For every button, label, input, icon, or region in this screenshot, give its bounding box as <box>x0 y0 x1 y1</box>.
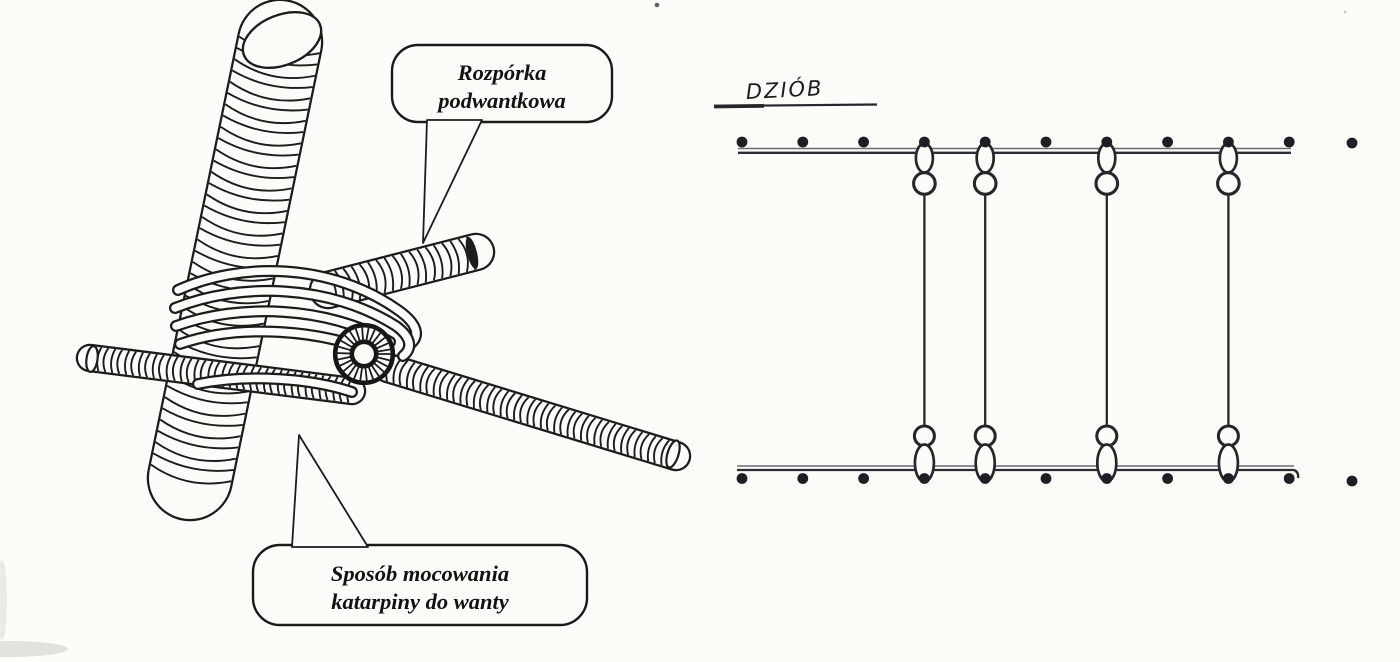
lanyard-bottom-ring <box>975 426 995 446</box>
lanyard-top-loop <box>916 144 933 173</box>
rail-hole <box>980 473 991 484</box>
callout-spreader <box>392 45 612 243</box>
rail-hole <box>1162 473 1173 484</box>
lanyard-top-ring <box>1218 173 1240 195</box>
callout-spreader-line1: Rozpórka <box>457 60 547 85</box>
lanyard-top-ring <box>1096 173 1118 195</box>
rail-hole <box>1347 476 1358 487</box>
callout-lashing-line1: Sposób mocowania <box>330 561 510 586</box>
scan-smudge <box>0 641 68 657</box>
deck-plan-lines <box>714 105 1357 487</box>
rail-hole <box>1041 137 1052 148</box>
rail-hole <box>919 137 930 148</box>
deck-label: DZIÓB <box>745 75 825 105</box>
rope-eye-coil <box>362 325 363 342</box>
spreader <box>327 237 476 306</box>
rail-hole <box>1162 137 1173 148</box>
lanyard-bottom-ring <box>1218 426 1238 446</box>
rail-hole <box>1284 473 1295 484</box>
callout-spreader-tail <box>423 120 482 243</box>
lanyard <box>974 144 996 482</box>
lanyard <box>1218 144 1240 482</box>
shroud-right-body <box>388 368 676 456</box>
scan-speck <box>1344 11 1347 14</box>
callout-lashing-tail <box>292 435 368 547</box>
scan-edge-shadow <box>0 560 7 640</box>
rail-hole <box>1101 137 1112 148</box>
rail-hole <box>858 473 869 484</box>
rail-hole <box>797 137 808 148</box>
rail-hole <box>919 473 930 484</box>
lanyard-top-loop <box>1098 144 1115 173</box>
rail-hole <box>980 137 991 148</box>
rail-hole <box>1223 137 1234 148</box>
shroud-right <box>386 356 676 467</box>
callout-spreader-line2: podwantkowa <box>438 88 566 113</box>
lanyard-bottom-ring <box>1097 426 1117 446</box>
rail-hole <box>1284 137 1295 148</box>
lanyard-top-loop <box>1220 144 1237 173</box>
callout-lashing-line2: katarpiny do wanty <box>331 589 509 614</box>
lanyard <box>1096 144 1118 482</box>
rail-hole <box>858 137 869 148</box>
lanyard <box>914 144 936 482</box>
rope-eye-coil <box>335 353 352 354</box>
rail-hole <box>1347 138 1358 149</box>
bottom-rail-end-curl <box>1294 470 1298 478</box>
rail-hole <box>797 473 808 484</box>
scan-speck <box>655 3 660 8</box>
lanyard-top-ring <box>974 173 996 195</box>
rail-hole <box>737 473 748 484</box>
callout-lashing <box>253 435 587 625</box>
deck-plan-diagram <box>714 75 1357 486</box>
rail-hole <box>1041 473 1052 484</box>
rail-hole <box>1223 473 1234 484</box>
rail-hole <box>1101 473 1112 484</box>
lanyard-bottom-ring <box>914 426 934 446</box>
rail-hole <box>737 137 748 148</box>
deck-label-underline <box>714 106 764 107</box>
lanyard-top-ring <box>914 173 936 195</box>
rope-eye-hole <box>353 343 375 365</box>
lanyard-top-loop <box>977 144 994 173</box>
spar <box>151 37 320 484</box>
rope-eye <box>334 324 394 384</box>
